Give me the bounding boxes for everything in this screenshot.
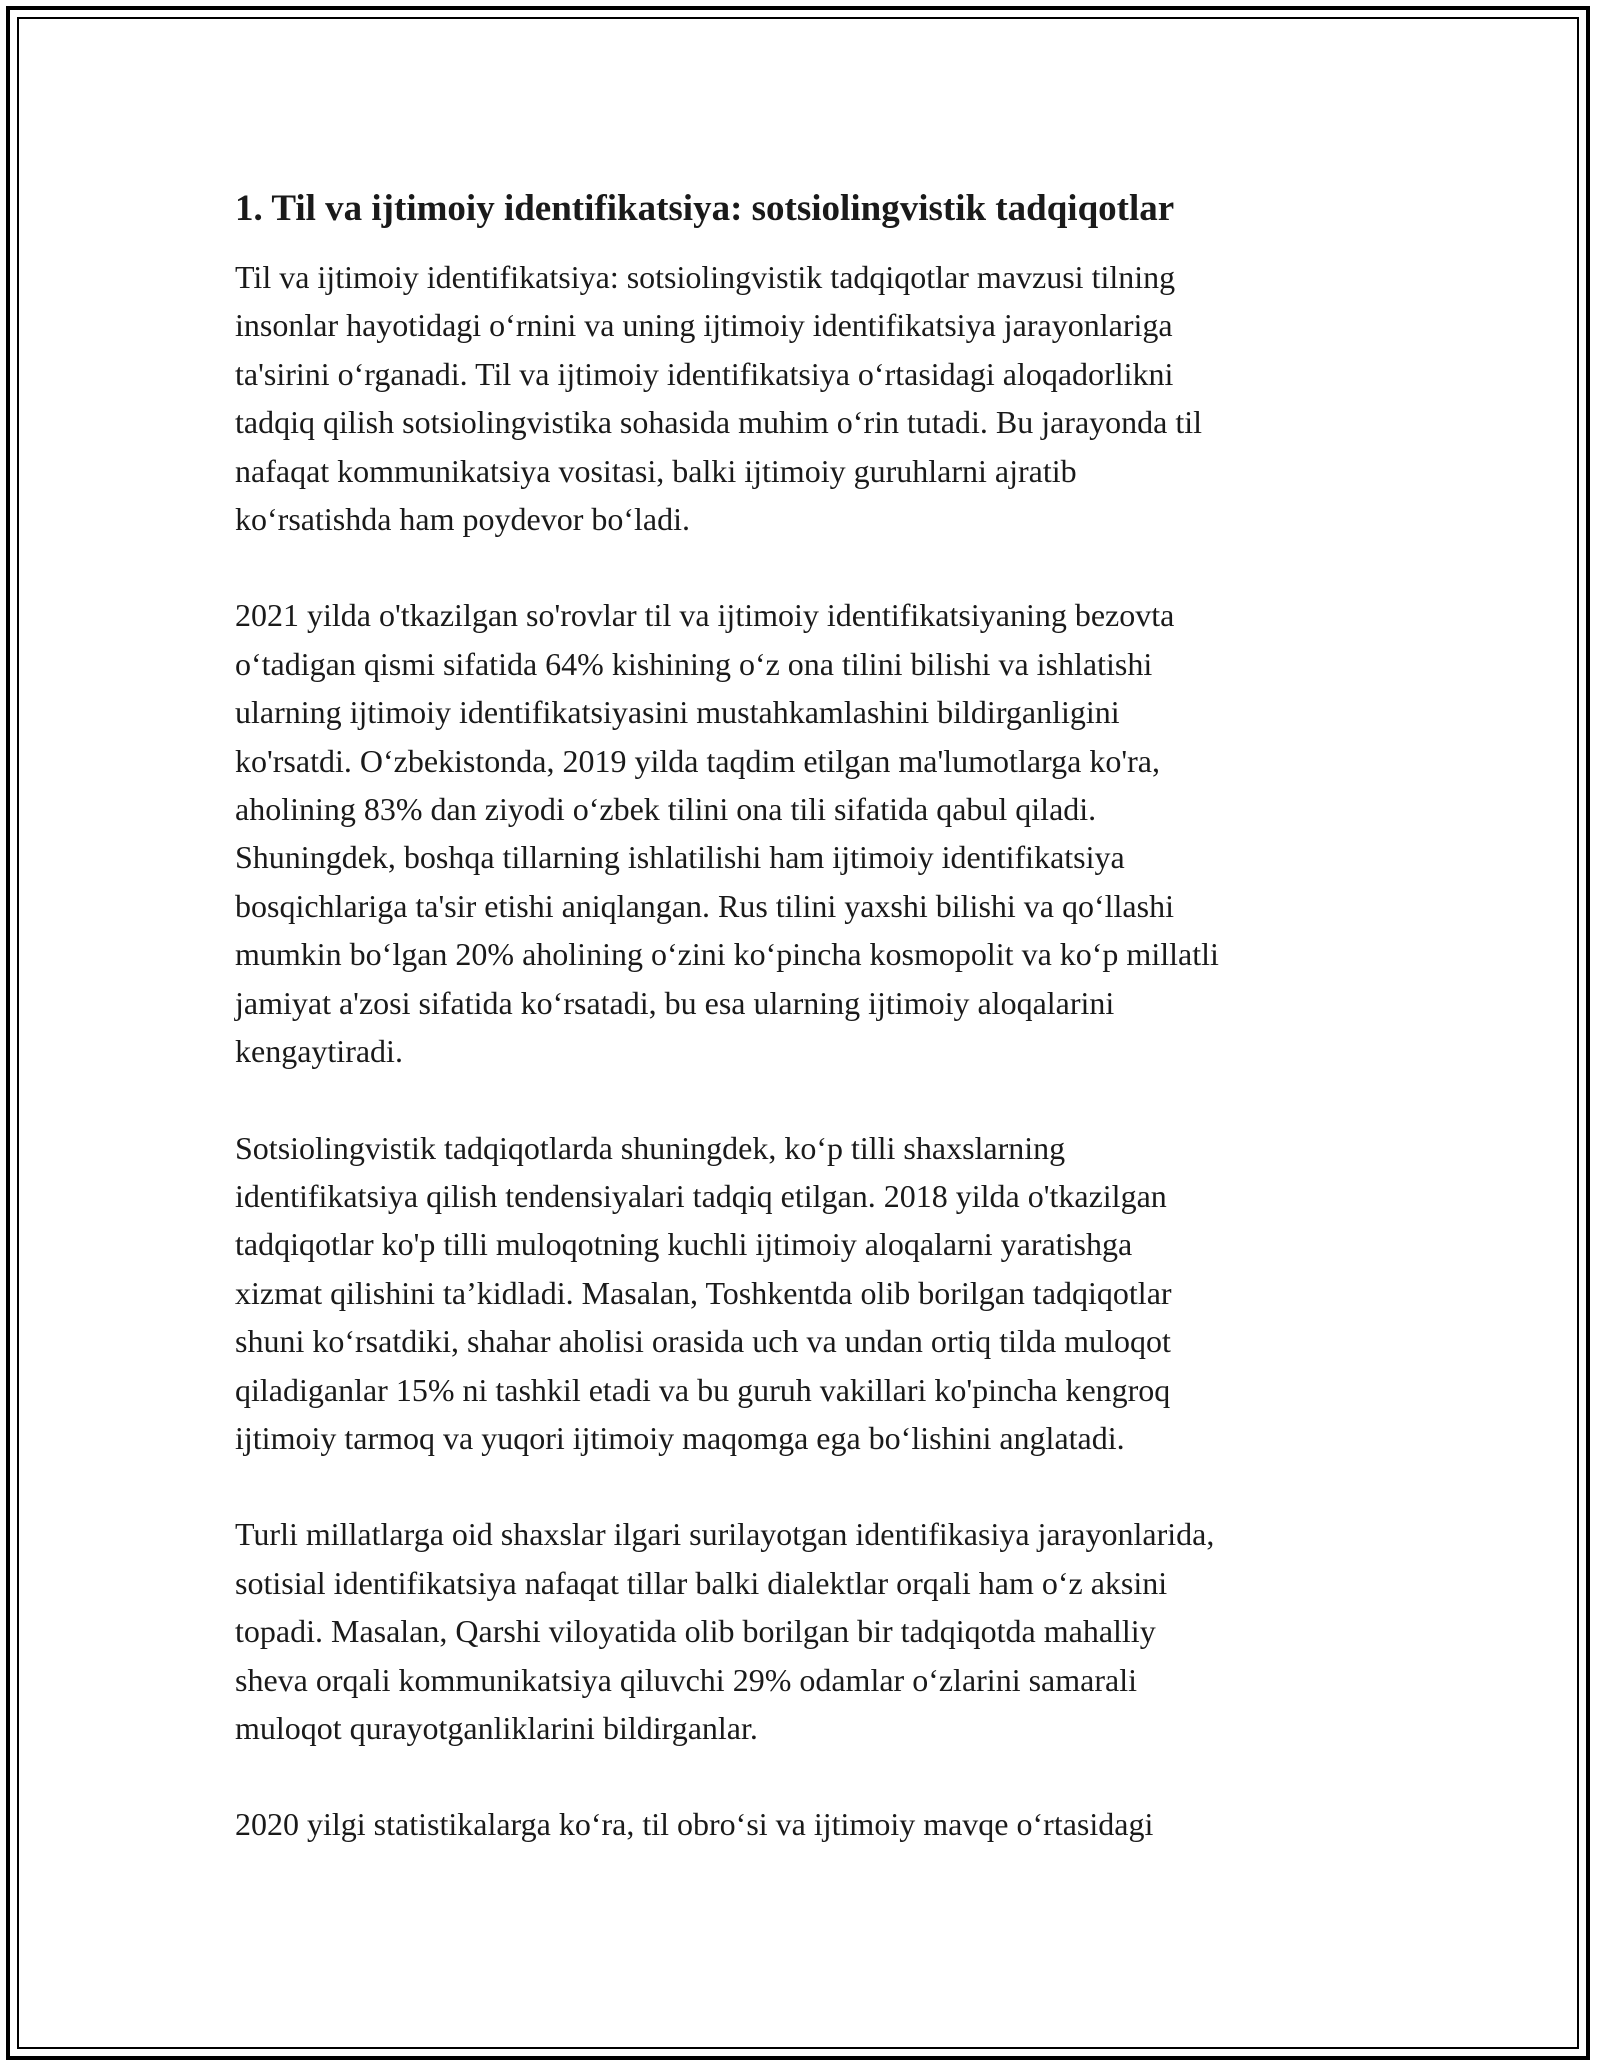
document-body xyxy=(235,185,1375,1897)
paragraph-1 xyxy=(235,253,1375,543)
text-line: bosqichlariga ta'sir etishi aniqlangan. Rus tilini yaxshi bilishi va qoʻllashi xyxy=(235,887,1174,924)
paragraph-5 xyxy=(235,1800,1375,1848)
text-line: ko'rsatdi. Oʻzbekistonda, 2019 yilda taqdim etilgan ma'lumotlarga ko'ra, xyxy=(235,742,1160,779)
text-line: Sotsiolingvistik tadqiqotlarda shuningdek, koʻp tilli shaxslarning xyxy=(235,1129,1066,1166)
text-line: kengaytiradi. xyxy=(235,1033,403,1070)
text-line: shuni koʻrsatdiki, shahar aholisi orasida uch va undan ortiq tilda muloqot xyxy=(235,1323,1171,1360)
text-line: aholining 83% dan ziyodi oʻzbek tilini ona tili sifatida qabul qiladi. xyxy=(235,791,1097,828)
text-line: ularning ijtimoiy identifikatsiyasini mustahkamlashini bildirganligini xyxy=(235,694,1120,731)
text-line: topadi. Masalan, Qarshi viloyatida olib borilgan bir tadqiqotda mahalliy xyxy=(235,1613,1156,1650)
text-line: xizmat qilishini ta’kidladi. Masalan, Toshkentda olib borilgan tadqiqotlar xyxy=(235,1274,1172,1311)
text-line: insonlar hayotidagi oʻrnini va uning ijtimoiy identifikatsiya jarayonlariga xyxy=(235,307,1173,344)
paragraph-4 xyxy=(235,1510,1375,1752)
paragraph-2 xyxy=(235,591,1375,1075)
text-line: ijtimoiy tarmoq va yuqori ijtimoiy maqomga ega boʻlishini anglatadi. xyxy=(235,1419,1125,1456)
text-line: muloqot qurayotganliklarini bildirganlar. xyxy=(235,1709,758,1746)
text-line: oʻtadigan qismi sifatida 64% kishining oʻz ona tilini bilishi va ishlatishi xyxy=(235,645,1153,682)
text-line: 2021 yilda o'tkazilgan so'rovlar til va ijtimoiy identifikatsiyaning bezovta xyxy=(235,597,1175,634)
text-line: koʻrsatishda ham poydevor boʻladi. xyxy=(235,501,690,538)
text-line: Shuningdek, boshqa tillarning ishlatilishi ham ijtimoiy identifikatsiya xyxy=(235,839,1125,876)
text-line: nafaqat kommunikatsiya vositasi, balki ijtimoiy guruhlarni ajratib xyxy=(235,452,1077,489)
text-line: tadqiqotlar ko'p tilli muloqotning kuchli ijtimoiy aloqalarni yaratishga xyxy=(235,1226,1133,1263)
text-line: Turli millatlarga oid shaxslar ilgari surilayotgan identifikasiya jarayonlarida, xyxy=(235,1516,1215,1553)
text-line: qiladiganlar 15% ni tashkil etadi va bu guruh vakillari ko'pincha kengroq xyxy=(235,1371,1171,1408)
text-line: sotisial identifikatsiya nafaqat tillar balki dialektlar orqali ham oʻz aksini xyxy=(235,1564,1168,1601)
text-line: identifikatsiya qilish tendensiyalari tadqiq etilgan. 2018 yilda o'tkazilgan xyxy=(235,1177,1167,1214)
text-line: tadqiq qilish sotsiolingvistika sohasida muhim oʻrin tutadi. Bu jarayonda til xyxy=(235,404,1203,441)
text-line: ta'sirini oʻrganadi. Til va ijtimoiy identifikatsiya oʻrtasidagi aloqadorlikni xyxy=(235,355,1174,392)
text-line: jamiyat a'zosi sifatida koʻrsatadi, bu esa ularning ijtimoiy aloqalarini xyxy=(235,984,1115,1021)
text-line: sheva orqali kommunikatsiya qiluvchi 29% odamlar oʻzlarini samarali xyxy=(235,1661,1137,1698)
text-line: Til va ijtimoiy identifikatsiya: sotsiolingvistik tadqiqotlar mavzusi tilning xyxy=(235,259,1176,295)
section-heading: 1. Til va ijtimoiy identifikatsiya: sotsiolingvistik tadqiqotlar xyxy=(235,188,1175,229)
text-line: 2020 yilgi statistikalarga koʻra, til obroʻsi va ijtimoiy mavqe oʻrtasidagi xyxy=(235,1806,1154,1843)
text-line: mumkin boʻlgan 20% aholining oʻzini koʻpincha kosmopolit va koʻp millatli xyxy=(235,936,1219,973)
paragraph-3 xyxy=(235,1124,1375,1463)
